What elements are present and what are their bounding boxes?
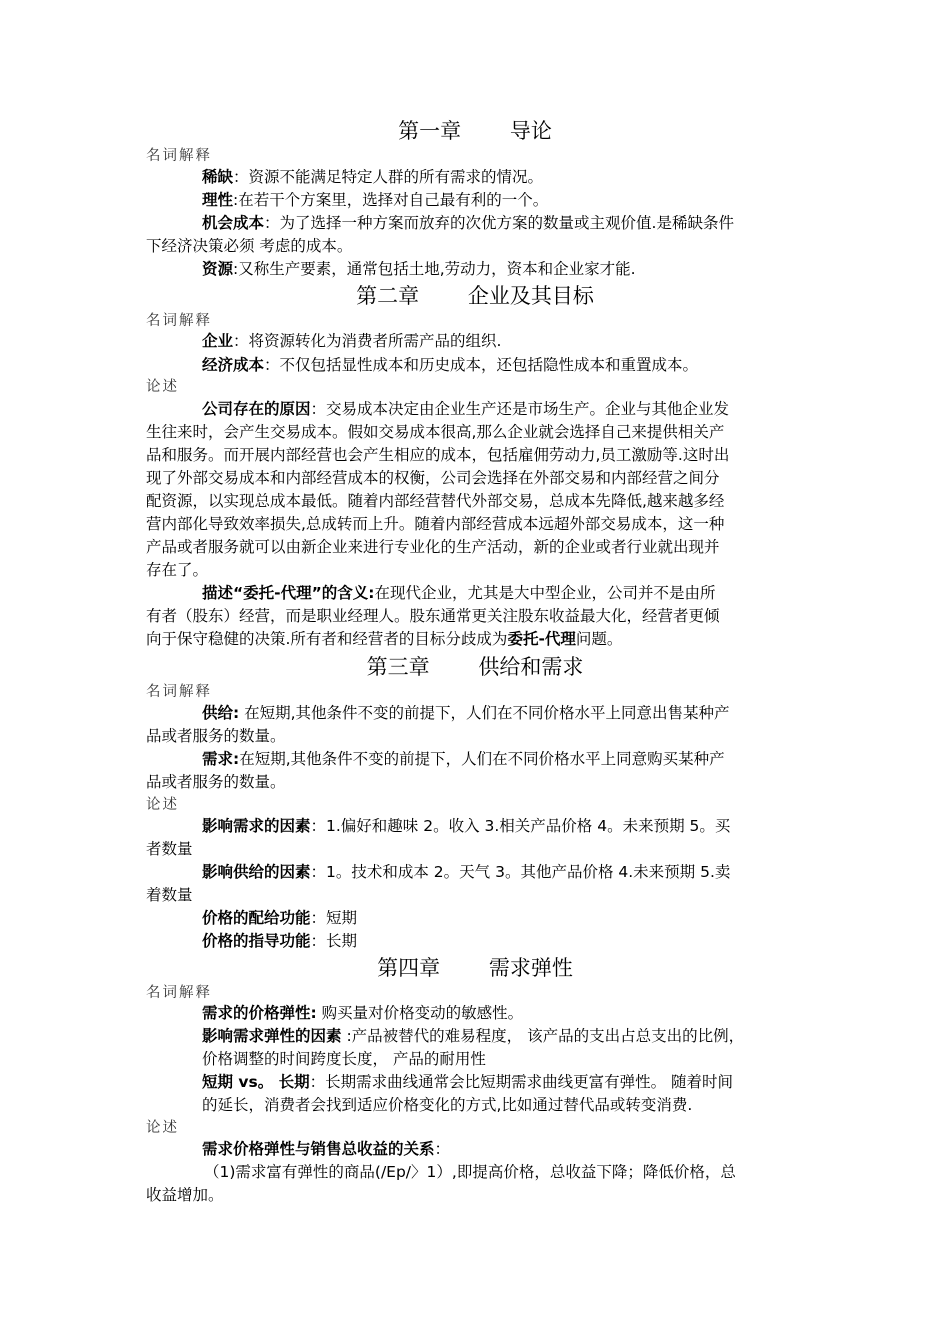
paragraph-line: 存在了。 [146,561,209,579]
paragraph-line: 影响需求的因素：1.偏好和趣味 2。收入 3.相关产品价格 4。未来预期 5。买 [202,817,731,835]
paragraph-line: 影响供给的因素：1。技术和成本 2。天气 3。其他产品价格 4.未来预期 5.卖 [202,863,731,881]
section-label-definitions: 名词解释 [146,148,212,164]
term: 稀缺 [202,168,234,186]
paragraph-line: 机会成本：为了选择一种方案而放弃的次优方案的数量或主观价值.是稀缺条件 [202,214,734,232]
paragraph-line: 描述“委托-代理”的含义:在现代企业，尤其是大中型企业，公司并不是由所 [202,584,716,602]
paragraph-line: 公司存在的原因：交易成本决定由企业生产还是市场生产。企业与其他企业发 [202,400,730,418]
paragraph-line: 品和服务。而开展内部经营也会产生相应的成本，包括雇佣劳动力,员工激励等.这时出 [146,446,730,464]
section-label-definitions: 名词解释 [146,313,212,329]
paragraph-line: 下经济决策必须 考虑的成本。 [146,237,353,255]
chapter-2-title: 第二章 企业及其目标 [356,284,594,308]
paragraph-line: 有者（股东）经营，而是职业经理人。股东通常更关注股东收益最大化，经营者更倾 [146,607,720,625]
term: 价格的配给功能 [202,909,311,927]
chapter-4-title: 第四章 需求弹性 [377,956,573,980]
term: 理性 [202,191,234,209]
paragraph-line: 品或者服务的数量。 [146,773,286,791]
paragraph-line: 理性:在若干个方案里，选择对自己最有利的一个。 [202,191,549,209]
paragraph-line: 需求:在短期,其他条件不变的前提下，人们在不同价格水平上同意购买某种产 [202,750,725,768]
term: 企业 [202,332,234,350]
paragraph-line: 产品或者服务就可以由新企业来进行专业化的生产活动，新的企业或者行业就出现并 [146,538,720,556]
term: 需求价格弹性与销售总收益的关系 [202,1140,435,1158]
paragraph-line: 企业：将资源转化为消费者所需产品的组织. [202,332,502,350]
term: 影响需求的因素 [202,817,311,835]
paragraph-line: 价格的指导功能：长期 [202,932,358,950]
paragraph-line: 需求价格弹性与销售总收益的关系： [202,1140,451,1158]
paragraph-line: 配资源，以实现总成本最低。随着内部经营替代外部交易，总成本先降低,越来越多经 [146,492,725,510]
paragraph-line: 影响需求弹性的因素 :产品被替代的难易程度， 该产品的支出占总支出的比例， [202,1027,745,1045]
paragraph-line: 价格的配给功能：短期 [202,909,358,927]
term: 短期 vs。 长期 [202,1073,310,1091]
paragraph-line: 现了外部交易成本和内部经营成本的权衡，公司会选择在外部交易和内部经营之间分 [146,469,720,487]
chapter-1-title: 第一章 导论 [398,119,552,143]
paragraph-line: 向于保守稳健的决策.所有者和经营者的目标分歧成为委托-代理问题。 [146,630,623,648]
section-label-discussion: 论述 [146,379,179,395]
section-label-definitions: 名词解释 [146,684,212,700]
paragraph-line: 经济成本：不仅包括显性成本和历史成本，还包括隐性成本和重置成本。 [202,356,699,374]
term: 公司存在的原因 [202,400,311,418]
section-label-definitions: 名词解释 [146,985,212,1001]
term: 描述“委托-代理”的含义: [202,584,375,602]
term: 价格的指导功能 [202,932,311,950]
section-label-discussion: 论述 [146,1120,179,1136]
term: 供给: [202,704,240,722]
paragraph-line: （1)需求富有弹性的商品(/Ep/〉1）,即提高价格，总收益下降；降低价格，总 [204,1163,736,1181]
paragraph-line: 稀缺：资源不能满足特定人群的所有需求的情况。 [202,168,544,186]
paragraph-line: 价格调整的时间跨度长度， 产品的耐用性 [202,1050,486,1068]
term: 经济成本 [202,356,265,374]
paragraph-line: 收益增加。 [146,1186,224,1204]
chapter-3-title: 第三章 供给和需求 [366,655,584,679]
paragraph-line: 供给: 在短期,其他条件不变的前提下，人们在不同价格水平上同意出售某种产 [202,704,730,722]
term: 需求的价格弹性: [202,1004,317,1022]
paragraph-line: 生往来时，会产生交易成本。假如交易成本很高,那么企业就会选择自己来提供相关产 [146,423,725,441]
paragraph-line: 营内部化导致效率损失,总成转而上升。随着内部经营成本远超外部交易成本，这一种 [146,515,725,533]
paragraph-line: 短期 vs。 长期：长期需求曲线通常会比短期需求曲线更富有弹性。 随着时间 [202,1073,734,1091]
paragraph-line: 着数量 [146,886,193,904]
section-label-discussion: 论述 [146,797,179,813]
term: 资源 [202,260,234,278]
term: 机会成本 [202,214,265,232]
paragraph-line: 需求的价格弹性: 购买量对价格变动的敏感性。 [202,1004,524,1022]
paragraph-line: 者数量 [146,840,193,858]
term: 影响供给的因素 [202,863,311,881]
term: 影响需求弹性的因素 [202,1027,342,1045]
paragraph-line: 品或者服务的数量。 [146,727,286,745]
paragraph-line: 的延长，消费者会找到适应价格变化的方式,比如通过替代品或转变消费. [202,1096,693,1114]
term: 委托-代理 [507,630,576,648]
term: 需求: [202,750,240,768]
paragraph-line: 资源:又称生产要素，通常包括土地,劳动力，资本和企业家才能. [202,260,636,278]
